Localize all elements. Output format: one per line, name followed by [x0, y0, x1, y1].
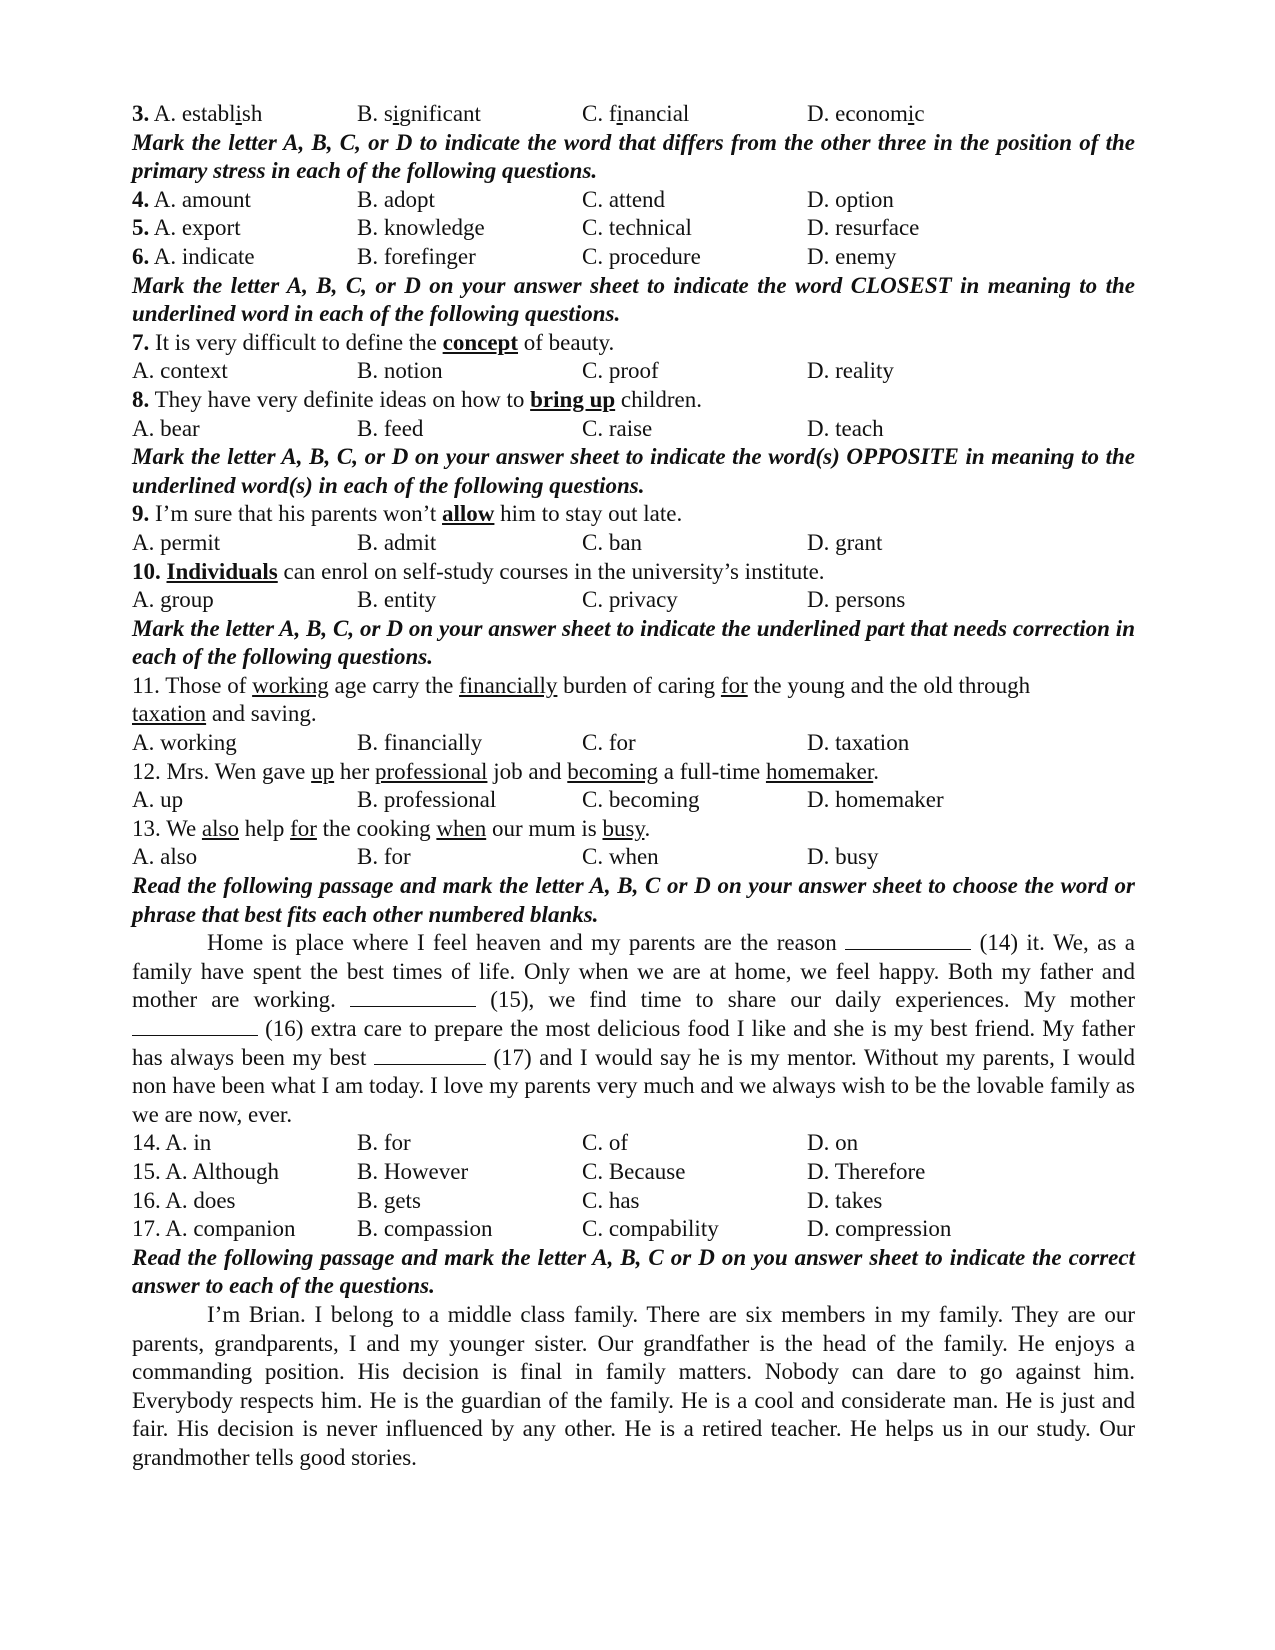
- q3-option-d: D. economic: [807, 101, 925, 126]
- q8-keyword: bring up: [530, 386, 616, 412]
- question-17-options: [132, 1215, 1135, 1244]
- q7-option-a: A. context: [132, 358, 228, 384]
- q3-option-a: 3. A. establish: [132, 101, 263, 126]
- question-15-options: [132, 1158, 1135, 1187]
- blank-15: [350, 988, 476, 1007]
- q4-option-c: C. attend: [582, 186, 666, 212]
- question-11-options: [132, 729, 1135, 758]
- q6-option-d: D. enemy: [807, 243, 897, 269]
- question-11-stem-cont: taxation and saving.: [132, 701, 317, 727]
- q16-option-a: 16. A. does: [132, 1187, 236, 1213]
- q15-option-b: B. However: [357, 1158, 469, 1184]
- q6-option-a: 6. A. indicate: [132, 243, 255, 269]
- blank-16: [132, 1017, 258, 1036]
- q4-option-d: D. option: [807, 186, 894, 212]
- q15-option-a: 15. A. Although: [132, 1158, 279, 1184]
- q17-option-b: B. compassion: [357, 1216, 493, 1242]
- q14-option-d: D. on: [807, 1130, 859, 1156]
- q11-option-b: B. financially: [357, 730, 483, 756]
- q5-option-c: C. technical: [582, 215, 692, 241]
- q10-option-d: D. persons: [807, 587, 906, 613]
- q16-option-d: D. takes: [807, 1187, 883, 1213]
- q10-keyword: Individuals: [166, 558, 278, 584]
- q7-option-b: B. notion: [357, 358, 443, 384]
- q5-option-a: 5. A. export: [132, 215, 241, 241]
- question-9-options: [132, 529, 1135, 558]
- q10-option-c: C. privacy: [582, 587, 678, 613]
- q11-option-a: A. working: [132, 730, 237, 756]
- q9-option-b: B. admit: [357, 529, 437, 555]
- q8-option-c: C. raise: [582, 415, 653, 441]
- q3-option-c: C. financial: [582, 101, 690, 126]
- q17-option-d: D. compression: [807, 1216, 952, 1242]
- instruction-stress: Mark the letter A, B, C, or D to indicate the word that differs from the other three in the position of the primary stress in each of the following questions.: [132, 129, 1135, 184]
- q15-option-c: C. Because: [582, 1158, 686, 1184]
- q11-option-d: D. taxation: [807, 730, 910, 756]
- q6-option-c: C. procedure: [582, 243, 701, 269]
- question-14-options: [132, 1129, 1135, 1158]
- question-11-stem: 11. Those of working age carry the financially burden of caring for the young and the old through: [132, 672, 1031, 698]
- question-9-stem: 9. I’m sure that his parents won’t allow him to stay out late.: [132, 501, 683, 527]
- q12-option-c: C. becoming: [582, 787, 700, 813]
- q9-option-a: A. permit: [132, 529, 221, 555]
- instruction-opposite: Mark the letter A, B, C, or D on your answer sheet to indicate the word(s) OPPOSITE in meaning to the underlined word(s) in each of the following questions.: [132, 444, 1135, 498]
- q5-option-b: B. knowledge: [357, 215, 485, 241]
- question-8-options: [132, 415, 1135, 444]
- q16-option-b: B. gets: [357, 1187, 421, 1213]
- q12-option-d: D. homemaker: [807, 787, 944, 813]
- instruction-cloze: Read the following passage and mark the letter A, B, C or D on your answer sheet to choose the word or phrase that best fits each other numbered blanks.: [132, 873, 1135, 927]
- q6-option-b: B. forefinger: [357, 243, 476, 269]
- q8-option-a: A. bear: [132, 415, 200, 441]
- question-8-stem: 8. They have very definite ideas on how to bring up children.: [132, 386, 703, 412]
- question-10-options: [132, 586, 1135, 615]
- q13-option-c: C. when: [582, 844, 659, 870]
- q10-option-a: A. group: [132, 587, 214, 613]
- question-7-stem: 7. It is very difficult to define the concept of beauty.: [132, 329, 615, 355]
- q13-option-d: D. busy: [807, 844, 879, 870]
- question-16-options: [132, 1187, 1135, 1216]
- q13-option-a: A. also: [132, 844, 198, 870]
- question-10-stem: 10. Individuals can enrol on self-study courses in the university’s institute.: [132, 558, 825, 584]
- q5-option-d: D. resurface: [807, 215, 920, 241]
- q14-option-a: 14. A. in: [132, 1130, 212, 1156]
- blank-14: [845, 931, 971, 950]
- instruction-correction: Mark the letter A, B, C, or D on your answer sheet to indicate the underlined part that needs correction in each of the following questions.: [132, 615, 1135, 670]
- q7-option-c: C. proof: [582, 358, 659, 384]
- q12-option-a: A. up: [132, 787, 184, 813]
- q13-option-b: B. for: [357, 844, 411, 870]
- question-13-options: [132, 843, 1135, 872]
- question-12-stem: 12. Mrs. Wen gave up her professional job and becoming a full-time homemaker.: [132, 758, 879, 784]
- blank-17: [374, 1046, 486, 1065]
- question-4: [132, 186, 1135, 215]
- q9-option-c: C. ban: [582, 529, 643, 555]
- q10-option-b: B. entity: [357, 587, 437, 613]
- q16-option-c: C. has: [582, 1187, 640, 1213]
- cloze-passage: Home is place where I feel heaven and my parents are the reason (14) it. We, as a family have spent the best times of life. Only when we are at home, we feel happy. Both my father and mother are working. (15), we find time to share our daily experiences. My mother (16) extra care to prepare the most delicious food I like and she is my best friend. My father has always been my best (17) and I would say he is my mentor. Without my parents, I would non have been what I am today. I love my parents very much and we always wish to be the lovable family as we are now, ever.: [132, 930, 1135, 1127]
- question-12-options: [132, 786, 1135, 815]
- q14-option-b: B. for: [357, 1130, 411, 1156]
- q17-option-a: 17. A. companion: [132, 1216, 296, 1242]
- q7-keyword: concept: [442, 329, 519, 355]
- q17-option-c: C. compability: [582, 1216, 719, 1242]
- q4-option-b: B. adopt: [357, 186, 435, 212]
- q8-option-d: D. teach: [807, 415, 884, 441]
- instruction-reading: Read the following passage and mark the letter A, B, C or D on you answer sheet to indicate the correct answer to each of the questions.: [132, 1244, 1135, 1299]
- question-7-options: [132, 357, 1135, 386]
- question-3: [132, 100, 1135, 129]
- instruction-closest: Mark the letter A, B, C, or D on your answer sheet to indicate the word CLOSEST in meaning to the underlined word in each of the following questions.: [132, 272, 1135, 327]
- question-13-stem: 13. We also help for the cooking when our mum is busy.: [132, 815, 651, 841]
- q11-option-c: C. for: [582, 730, 636, 756]
- reading-passage: I’m Brian. I belong to a middle class family. There are six members in my family. They are our parents, grandparents, I and my younger sister. Our grandfather is the head of the family. He enjoys a commanding position. His decision is final in family matters. Nobody can dare to go against him. Everybody respects him. He is the guardian of the family. He is a cool and considerate man. He is just and fair. His decision is never influenced by any other. He is a retired teacher. He helps us in our study. Our grandmother tells good stories.: [132, 1301, 1135, 1470]
- question-6: [132, 243, 1135, 272]
- q14-option-c: C. of: [582, 1130, 628, 1156]
- q15-option-d: D. Therefore: [807, 1158, 926, 1184]
- q12-option-b: B. professional: [357, 787, 497, 813]
- q8-option-b: B. feed: [357, 415, 424, 441]
- question-5: [132, 214, 1135, 243]
- q3-option-b: B. significant: [357, 101, 481, 126]
- q9-option-d: D. grant: [807, 529, 883, 555]
- q9-keyword: allow: [442, 501, 495, 527]
- q4-option-a: 4. A. amount: [132, 186, 251, 212]
- q7-option-d: D. reality: [807, 358, 894, 384]
